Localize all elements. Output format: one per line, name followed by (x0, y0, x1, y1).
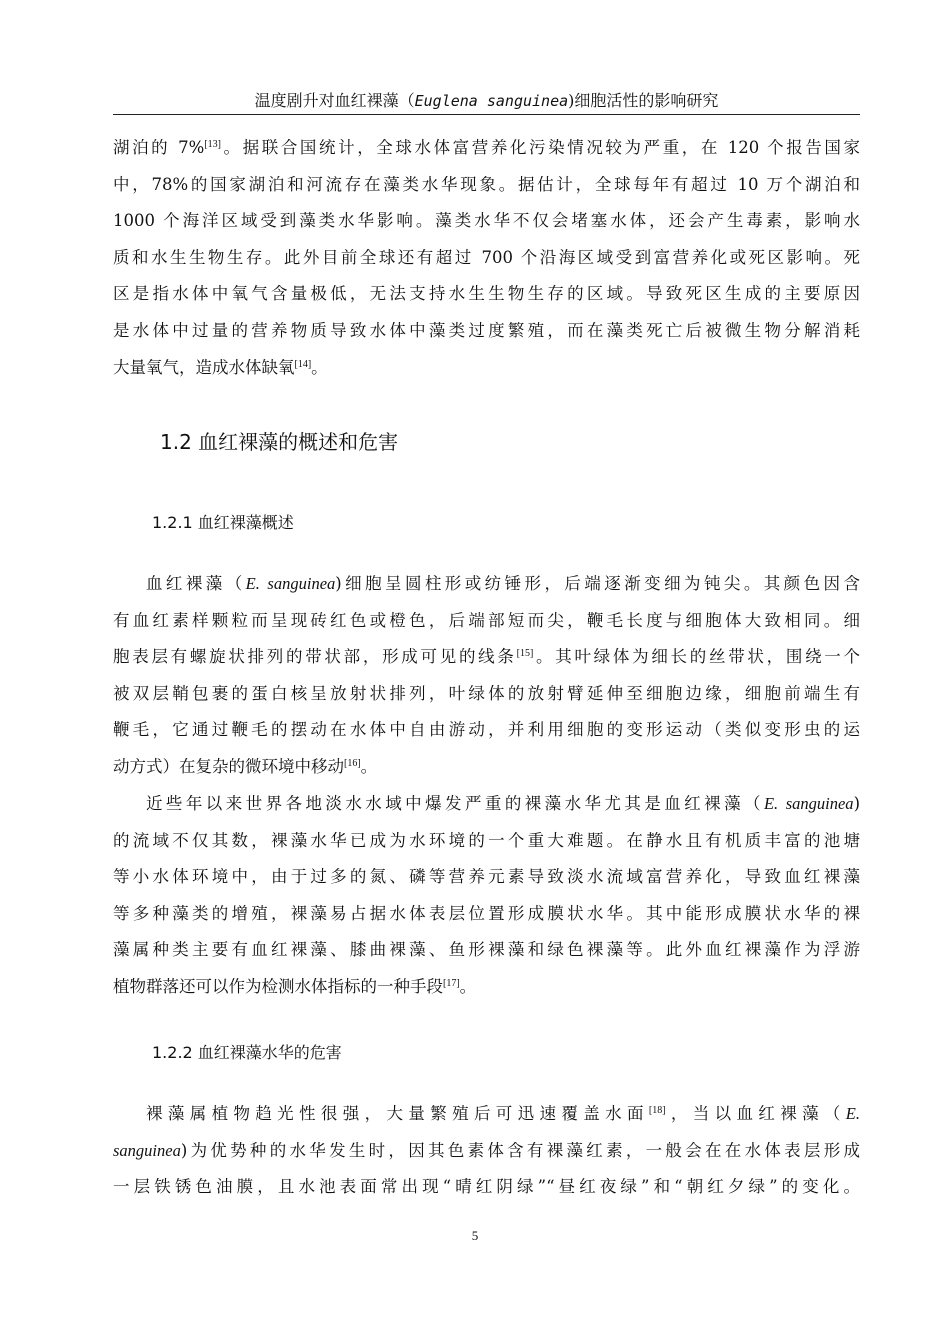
species-name: E. (845, 1104, 861, 1123)
citation-ref: [15] (516, 648, 534, 660)
page-number: 5 (471, 1228, 479, 1243)
text-run: 血红裸藻（ (146, 574, 246, 593)
text-run: 胞表层有螺旋状排列的带状部，形成可见的线条 (113, 647, 517, 667)
text-line: 藻属种类主要有血红裸藻、膝曲裸藻、鱼形裸藻和绿色裸藻等。此外血红裸藻作为浮游 (113, 940, 860, 960)
header-title-suffix: )细胞活性的影响研究 (568, 91, 719, 110)
text-run: 植物群落还可以作为检测水体指标的一种手段 (113, 976, 443, 996)
text-line: 中，78%的国家湖泊和河流存在藻类水华现象。据估计，全球每年有超过 10 万个湖泊和 (113, 174, 860, 194)
citation-ref: [13] (204, 139, 221, 150)
text-line: 是水体中过量的营养物质导致水体中藻类过度繁殖，而在藻类死亡后被微生物分解消耗 (113, 320, 860, 340)
text-line (113, 1133, 860, 1170)
text-line: 1000 个海洋区域受到藻类水华影响。藻类水华不仅会堵塞水体，还会产生毒素，影响水 (113, 211, 860, 231)
text-line (113, 566, 860, 603)
text-run: 大量氧气，造成水体缺氧 (113, 357, 295, 377)
text-line: 一层铁锈色油膜，且水池表面常出现“晴红阴绿”“昼红夜绿”和“朝红夕绿”的变化。 (113, 1177, 860, 1197)
text-run: 。 (360, 756, 378, 776)
citation-ref: [18] (648, 1105, 666, 1116)
text-line: 鞭毛，它通过鞭毛的摆动在水体中自由游动，并利用细胞的变形运动（类似变形虫的运 (113, 720, 860, 740)
text-run: 近些年以来世界各地淡水水域中爆发严重的裸藻水华尤其是血红裸藻（ (146, 794, 764, 813)
text-run: 。据联合国统计，全球水体富营养化污染情况较为严重，在 120 个报告国家 (220, 138, 861, 157)
text-run: ) (853, 794, 860, 813)
text-run: )细胞呈圆柱形或纺锤形，后端逐渐变细为钝尖。其颜色因含 (335, 574, 860, 593)
text-line (113, 130, 860, 167)
section-heading-1-2: 1.2 血红裸藻的概述和危害 (160, 430, 399, 454)
text-line: 有血红素样颗粒而呈现砖红色或橙色，后端部短而尖，鞭毛长度与细胞体大致相同。细 (113, 610, 860, 630)
citation-ref: [16] (344, 757, 361, 769)
text-line (113, 786, 860, 823)
paragraph-eutrophication (113, 130, 860, 386)
text-run: 。 (311, 357, 328, 377)
text-run: ，当以血红裸藻（ (665, 1104, 846, 1123)
text-run: 。其叶绿体为细长的丝带状，围绕一个 (533, 647, 861, 667)
text-line: 被双层鞘包裹的蛋白核呈放射状排列，叶绿体的放射臂延伸至细胞边缘，细胞前端生有 (113, 683, 860, 703)
header-title-latin: Euglena sanguinea (414, 92, 569, 110)
text-line: 质和水生生物生存。此外目前全球还有超过 700 个沿海区域受到富营养化或死区影响。死 (113, 247, 860, 267)
species-name: E. sanguinea (245, 574, 336, 593)
text-run: 湖泊的 7% (113, 138, 205, 157)
text-line (113, 969, 860, 1006)
citation-ref: [17] (443, 977, 460, 989)
subsection-heading-1-2-2: 1.2.2 血红裸藻水华的危害 (152, 1043, 342, 1062)
paragraph-overview (113, 566, 860, 786)
species-name: sanguinea (113, 1140, 181, 1160)
species-name: E. sanguinea (763, 794, 854, 813)
paragraph-bloom-hazard (113, 1096, 860, 1206)
text-run: 动方式）在复杂的微环境中移动 (113, 756, 344, 776)
text-line (113, 749, 860, 786)
text-line (113, 350, 860, 387)
citation-ref: [14] (294, 358, 312, 370)
text-line: 等小水体环境中，由于过多的氮、磷等营养元素导致淡水流域富营养化，导致血红裸藻 (113, 867, 860, 887)
text-line: 等多种藻类的增殖，裸藻易占据水体表层位置形成膜状水华。其中能形成膜状水华的裸 (113, 903, 860, 923)
text-run: 。 (459, 976, 477, 996)
text-run: )为优势种的水华发生时，因其色素体含有裸藻红素，一般会在在水体表层形成 (180, 1140, 860, 1160)
text-line: 的流域不仅其数，裸藻水华已成为水环境的一个重大难题。在静水且有机质丰富的池塘 (113, 830, 860, 850)
text-run: 裸藻属植物趋光性很强，大量繁殖后可迅速覆盖水面 (146, 1104, 649, 1123)
text-line (113, 639, 860, 676)
running-header (113, 90, 860, 112)
subsection-heading-1-2-1: 1.2.1 血红裸藻概述 (152, 513, 294, 532)
paragraph-bloom-outbreak (113, 786, 860, 1006)
header-title-prefix: 温度剧升对血红裸藻（ (254, 91, 415, 110)
header-rule (113, 114, 860, 115)
text-line: 区是指水体中氧气含量极低，无法支持水生生物生存的区域。导致死区生成的主要原因 (113, 284, 860, 304)
text-line (113, 1096, 860, 1133)
